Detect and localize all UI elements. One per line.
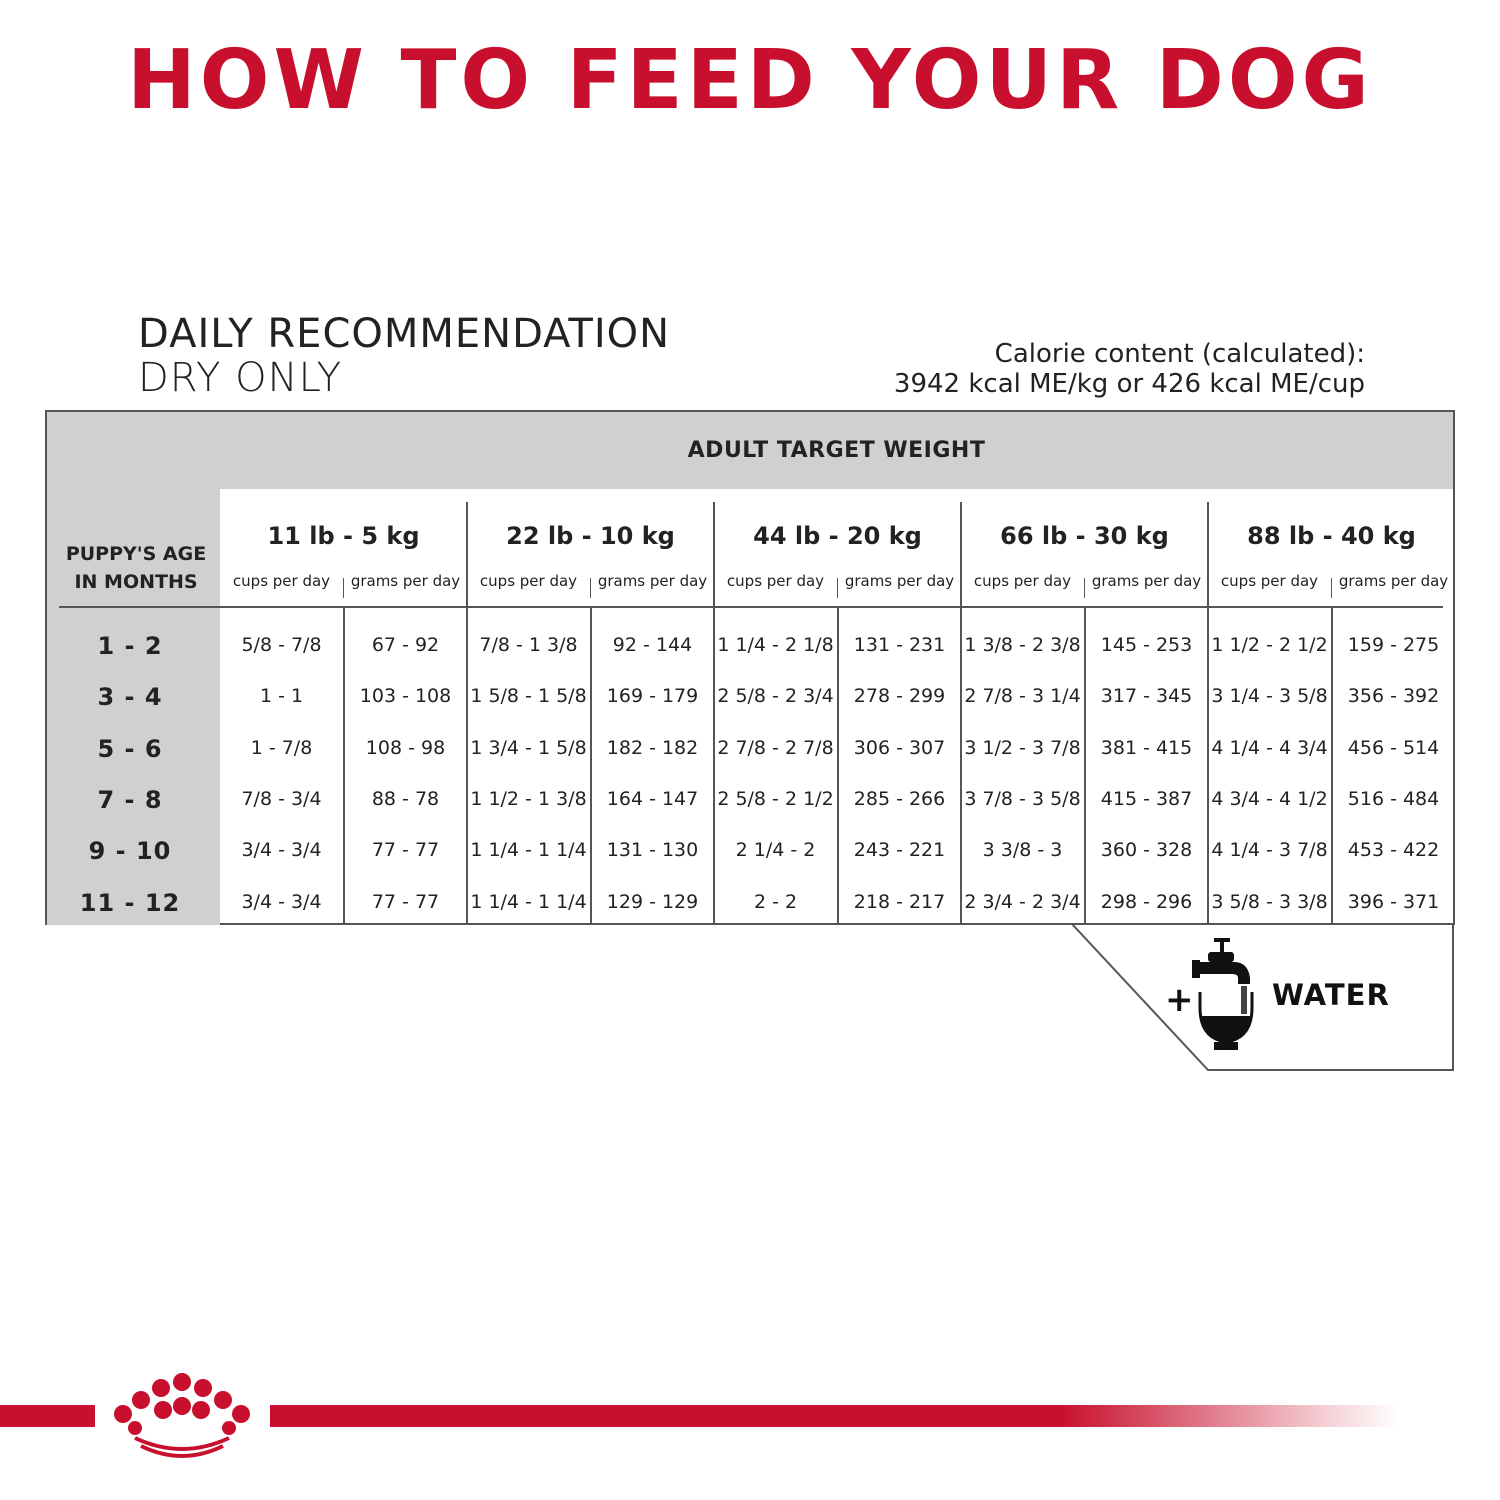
grams-cell: 182 - 182 — [606, 736, 699, 759]
cups-cell: 1 1/2 - 1 3/8 — [470, 787, 587, 810]
grams-per-day-label: grams per day — [597, 572, 708, 590]
cups-cell: 2 5/8 - 2 3/4 — [717, 685, 834, 708]
section-title-line2: DRY ONLY — [138, 355, 342, 401]
cups-cell: 3 1/2 - 3 7/8 — [964, 736, 1081, 759]
grams-cell: 164 - 147 — [606, 787, 699, 810]
cups-cell: 1 1/2 - 2 1/2 — [1211, 634, 1328, 656]
grams-cell: 306 - 307 — [853, 736, 946, 759]
cups-cell: 1 - 7/8 — [250, 736, 313, 759]
grams-cell: 129 - 129 — [606, 890, 699, 913]
grams-cell: 159 - 275 — [1347, 634, 1440, 656]
grams-cell: 396 - 371 — [1347, 890, 1440, 913]
table-row — [47, 618, 1453, 669]
calorie-line1: Calorie content (calculated): — [994, 339, 1365, 369]
feeding-table — [45, 410, 1455, 925]
age-header-line2: IN MONTHS — [74, 571, 198, 593]
table-row — [47, 823, 1453, 874]
grams-cell: 278 - 299 — [853, 685, 946, 708]
grams-cell: 108 - 98 — [365, 736, 446, 759]
age-header-line1: PUPPY'S AGE — [65, 543, 207, 565]
calorie-content — [894, 340, 1365, 400]
grams-per-day-label: grams per day — [1091, 572, 1202, 590]
cups-cell: 2 7/8 - 2 7/8 — [717, 736, 834, 759]
cups-cell: 1 1/4 - 2 1/8 — [717, 634, 834, 656]
cups-cell: 3 5/8 - 3 3/8 — [1211, 890, 1328, 913]
grams-per-day-label: grams per day — [844, 572, 955, 590]
cups-cell: 3 7/8 - 3 5/8 — [964, 787, 1081, 810]
adult-target-weight-header: ADULT TARGET WEIGHT — [687, 438, 986, 463]
grams-cell: 285 - 266 — [853, 787, 946, 810]
grams-cell: 218 - 217 — [853, 890, 946, 913]
weight-group — [1208, 504, 1455, 609]
brand-bar-left — [0, 1405, 95, 1427]
cups-cell: 2 1/4 - 2 — [735, 839, 816, 862]
weight-group — [714, 504, 961, 609]
cups-cell: 1 5/8 - 1 5/8 — [470, 685, 587, 708]
grams-cell: 131 - 130 — [606, 839, 699, 862]
weight-group — [467, 504, 714, 609]
grams-cell: 456 - 514 — [1347, 736, 1440, 759]
cups-cell: 2 3/4 - 2 3/4 — [964, 890, 1081, 913]
cups-cell: 7/8 - 1 3/8 — [479, 634, 578, 656]
cups-cell: 3 1/4 - 3 5/8 — [1211, 685, 1328, 708]
age-range: 11 - 12 — [79, 888, 181, 917]
weight-label: 66 lb - 30 kg — [1000, 522, 1169, 550]
grams-cell: 317 - 345 — [1100, 685, 1193, 708]
royal-canin-crown-icon — [105, 1370, 260, 1460]
weight-label: 44 lb - 20 kg — [753, 522, 922, 550]
weight-label: 88 lb - 40 kg — [1247, 522, 1416, 550]
age-range: 7 - 8 — [97, 785, 163, 814]
grams-cell: 169 - 179 — [606, 685, 699, 708]
age-column-header — [47, 540, 225, 596]
cups-cell: 5/8 - 7/8 — [241, 634, 322, 656]
cups-cell: 1 3/4 - 1 5/8 — [470, 736, 587, 759]
weight-label: 11 lb - 5 kg — [267, 522, 420, 550]
table-row — [47, 875, 1453, 926]
cups-cell: 3/4 - 3/4 — [241, 839, 322, 862]
brand-bar-right — [270, 1405, 1400, 1427]
weight-label: 22 lb - 10 kg — [506, 522, 675, 550]
grams-cell: 360 - 328 — [1100, 839, 1193, 862]
cups-cell: 1 3/8 - 2 3/8 — [964, 634, 1081, 656]
grams-cell: 92 - 144 — [612, 634, 693, 656]
grams-cell: 243 - 221 — [853, 839, 946, 862]
age-range: 5 - 6 — [97, 734, 163, 763]
cups-cell: 7/8 - 3/4 — [241, 787, 322, 810]
cups-per-day-label: cups per day — [973, 572, 1072, 590]
cups-per-day-label: cups per day — [232, 572, 331, 590]
calorie-line2: 3942 kcal ME/kg or 426 kcal ME/cup — [893, 368, 1365, 399]
grams-cell: 103 - 108 — [359, 685, 452, 708]
section-title — [138, 312, 670, 400]
grams-cell: 145 - 253 — [1100, 634, 1193, 656]
grams-cell: 131 - 231 — [853, 634, 946, 656]
table-header-band — [47, 412, 1453, 489]
water-label: WATER — [1272, 978, 1390, 1012]
cups-cell: 1 1/4 - 1 1/4 — [470, 890, 587, 913]
grams-cell: 516 - 484 — [1347, 787, 1440, 810]
grams-cell: 88 - 78 — [371, 787, 440, 810]
cups-cell: 1 - 1 — [259, 685, 304, 708]
cups-cell: 2 - 2 — [753, 890, 798, 913]
cups-cell: 1 1/4 - 1 1/4 — [470, 839, 587, 862]
cups-cell: 3/4 - 3/4 — [241, 890, 322, 913]
cups-per-day-label: cups per day — [479, 572, 578, 590]
cups-cell: 4 1/4 - 3 7/8 — [1211, 839, 1328, 862]
water-tap-bowl-icon — [1188, 938, 1260, 1054]
section-title-line1: DAILY RECOMMENDATION — [138, 311, 671, 357]
cups-per-day-label: cups per day — [1220, 572, 1319, 590]
table-row — [47, 772, 1453, 823]
age-range: 9 - 10 — [88, 837, 172, 866]
age-range: 1 - 2 — [97, 632, 163, 660]
grams-per-day-label: grams per day — [350, 572, 461, 590]
age-range: 3 - 4 — [97, 683, 163, 712]
water-callout-box — [1070, 924, 1455, 1072]
cups-per-day-label: cups per day — [726, 572, 825, 590]
weight-group — [220, 504, 467, 609]
grams-cell: 67 - 92 — [371, 634, 440, 656]
grams-cell: 77 - 77 — [371, 890, 440, 913]
water-plus-sign: + — [1165, 980, 1194, 1020]
cups-cell: 4 1/4 - 4 3/4 — [1211, 736, 1328, 759]
cups-cell: 2 7/8 - 3 1/4 — [964, 685, 1081, 708]
table-row — [47, 721, 1453, 772]
grams-cell: 298 - 296 — [1100, 890, 1193, 913]
cups-cell: 2 5/8 - 2 1/2 — [717, 787, 834, 810]
cups-cell: 4 3/4 - 4 1/2 — [1211, 787, 1328, 810]
grams-cell: 453 - 422 — [1347, 839, 1440, 862]
grams-cell: 356 - 392 — [1347, 685, 1440, 708]
table-row — [47, 669, 1453, 720]
grams-cell: 77 - 77 — [371, 839, 440, 862]
grams-cell: 415 - 387 — [1100, 787, 1193, 810]
weight-group — [961, 504, 1208, 609]
page-title: HOW TO FEED YOUR DOG — [127, 33, 1373, 128]
grams-per-day-label: grams per day — [1338, 572, 1449, 590]
cups-cell: 3 3/8 - 3 — [982, 839, 1063, 862]
grams-cell: 381 - 415 — [1100, 736, 1193, 759]
